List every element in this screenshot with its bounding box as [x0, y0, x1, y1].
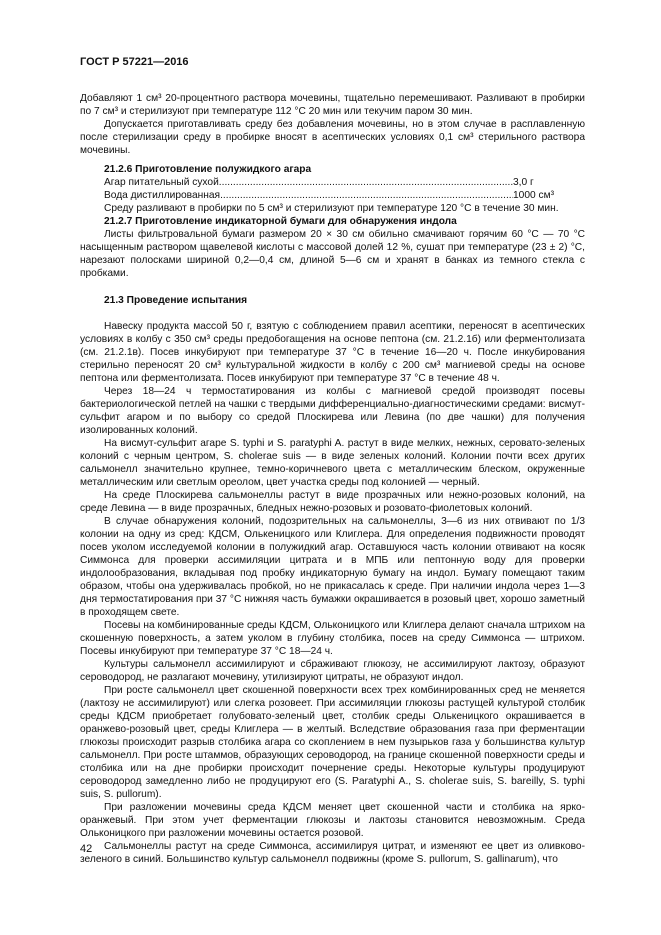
paragraph-combined-media: Посевы на комбинированные среды КДСМ, Ольконицкого или Клиглера делают сначала штрихом на скошенную поверхность, а затем уколом в глубину столбика, посев на среду Симмонса — штрихом. Посевы инкубируют при температуре 37 °С 18—24 ч.: [80, 620, 585, 657]
paragraph-bismuth-sulfite: На висмут-сульфит агаре S. typhi и S. paratyphi A. растут в виде мелких, нежных, серовато-зеленых колоний с черным центром, S. cholerae suis — в виде зеленых колоний. Колонии почти всех других сальмонелл значительно крупнее, темно-коричневого цвета с металлическим блеском, окруженные металлическим или светлым ореолом, цвет участка среды под колонией — черный.: [80, 438, 585, 488]
paragraph-semisolid-sterilization: Среду разливают в пробирки по 5 см³ и стерилизуют при температуре 120 °С в течение 30 мин.: [104, 203, 559, 214]
leader-dots: [219, 176, 513, 189]
leader-dots: [220, 189, 513, 202]
paragraph-ploskirev-levin: На среде Плоскирева сальмонеллы растут в виде прозрачных или нежно-розовых колоний, на среде Левина — в виде прозрачных, бледных нежно-розовых и розовато-фиолетовых колоний.: [80, 490, 585, 514]
section-heading-21-2-6: 21.2.6 Приготовление полужидкого агара: [104, 164, 312, 175]
paragraph-plating: Через 18—24 ч термостатирования из колбы с магниевой средой производят посевы бактериологической петлей на чашки с твердыми дифференциально-диагностическими средами: висмут-сульфит агаром и по выбору со средой Плоскирева или Левина (по две чашки) для получения изолированных колоний.: [80, 386, 585, 436]
section-heading-21-2-7: 21.2.7 Приготовление индикаторной бумаги для обнаружения индола: [104, 216, 457, 227]
paragraph-simmons-citrate: Сальмонеллы растут на среде Симмонса, ассимилируя цитрат, и изменяют ее цвет из оливково-зеленого в синий. Большинство культур сальмонелл подвижны (кроме S. pullorum, S. gallinarum), что: [80, 841, 585, 865]
paragraph-urea-alternative: Допускается приготавливать среду без добавления мочевины, но в этом случае в расплавленную после стерилизации среду в пробирке вносят в асептических условиях 0,1 см³ стерильного раствора мочевины.: [80, 119, 585, 156]
paragraph-suspicious-colonies: В случае обнаружения колоний, подозрительных на сальмонеллы, 3—6 из них отвивают по 1/3 колонии на одну из сред: КДСМ, Олькеницкого или Клиглера. Для определения подвижности проводят посев уколом исследуемой колонии в полужидкий агар. Оставшуюся часть колонии отвивают на косяк Симмонса для проверки ассимиляции цитрата и в МПБ или пептонную воду для проверки индолообразования, вкладывая под пробку индикаторную бумагу на индол. Бумагу помещают таким образом, чтобы она удерживалась пробкой, но не прикасалась к среде. При наличии индола через 1—3 дня термостатирования при 37 °С нижняя часть бумажки окрашивается в розовый цвет, хорошо заметный в проходящем свете.: [80, 516, 585, 618]
ingredient-name: Вода дистиллированная: [104, 190, 221, 201]
ingredient-name: Агар питательный сухой: [104, 177, 219, 188]
paragraph-indicator-paper: Листы фильтровальной бумаги размером 20 × 30 см обильно смачивают горячим 60 °С — 70 °С насыщенным раствором щавелевой кислоты с массовой долей 12 %, сушат при температуре (23 ± 2) °С, нарезают полосками шириной 0,2—0,4 см, длиной 5—6 см и хранят в банках из темного стекла с пробками.: [80, 229, 585, 279]
paragraph-urea-decomposition: При разложении мочевины среда КДСМ меняет цвет скошенной части и столбика на ярко-оранжевый. При этом учет ферментации глюкозы и лактозы становится невозможным. Среда Ольконицкого при разложении мочевины остается розовой.: [80, 802, 585, 839]
document-page: [80, 56, 585, 926]
paragraph-culture-properties: Культуры сальмонелл ассимилируют и сбраживают глюкозу, не ассимилируют лактозу, образуют сероводород, не разлагают мочевину, утилизируют цитраты, не образуют индол.: [80, 659, 585, 683]
paragraph-growth-colors: При росте сальмонелл цвет скошенной поверхности всех трех комбинированных сред не меняется (лактозу не ассимилируют) или слегка розовеет. При ассимиляции глюкозы растущей культурой столбик среды КДСМ приобретает голубовато-зеленый цвет, столбик среды Олькеницкого окрашивается в оранжево-розовый цвет, среды Клиглера — в желтый. Вследствие образования газа при ферментации глюкозы происходит разрыв столбика агара со скоплением в нем пузырьков газа у большинства культур сальмонелл. При росте штаммов, образующих сероводород, на границе скошенной поверхности среды и столбика или на дне пробирки происходит почернение среды. Некоторые культуры продуцируют сероводород замедленно либо не продуцируют его (S. Paratyphi A., S. cholerae suis, S. bareilly, S. typhi suis, S. pullorum).: [80, 685, 585, 800]
ingredient-row-water: [104, 189, 585, 202]
section-heading-21-3: 21.3 Проведение испытания: [104, 295, 248, 306]
ingredient-row-agar: [104, 176, 585, 189]
document-header: ГОСТ Р 57221—2016: [80, 56, 189, 68]
ingredient-amount: 3,0 г: [513, 177, 534, 188]
paragraph-urea-addition: Добавляют 1 см³ 20-процентного раствора мочевины, тщательно перемешивают. Разливают в пробирки по 7 см³ и стерилизуют при температуре 112 °С 20 мин или текучим паром 30 мин.: [80, 93, 585, 117]
paragraph-sample-preparation: Навеску продукта массой 50 г, взятую с соблюдением правил асептики, переносят в асептических условиях в колбу с 350 см³ среды предобогащения на основе пептона (см. 21.2.1б) или ферментолизата (см. 21.2.1в). Посев инкубируют при температуре 37 °С в течение 16—20 ч. После инкубирования стерильно переносят 20 см³ культуральной жидкости в колбу с 200 см³ магниевой среды на основе пептона или ферментолизата. Посев инкубируют при температуре 37 °С в течение 48 ч.: [80, 321, 585, 384]
ingredient-amount: 1000 см³: [513, 190, 554, 201]
page-number: 42: [80, 843, 93, 855]
